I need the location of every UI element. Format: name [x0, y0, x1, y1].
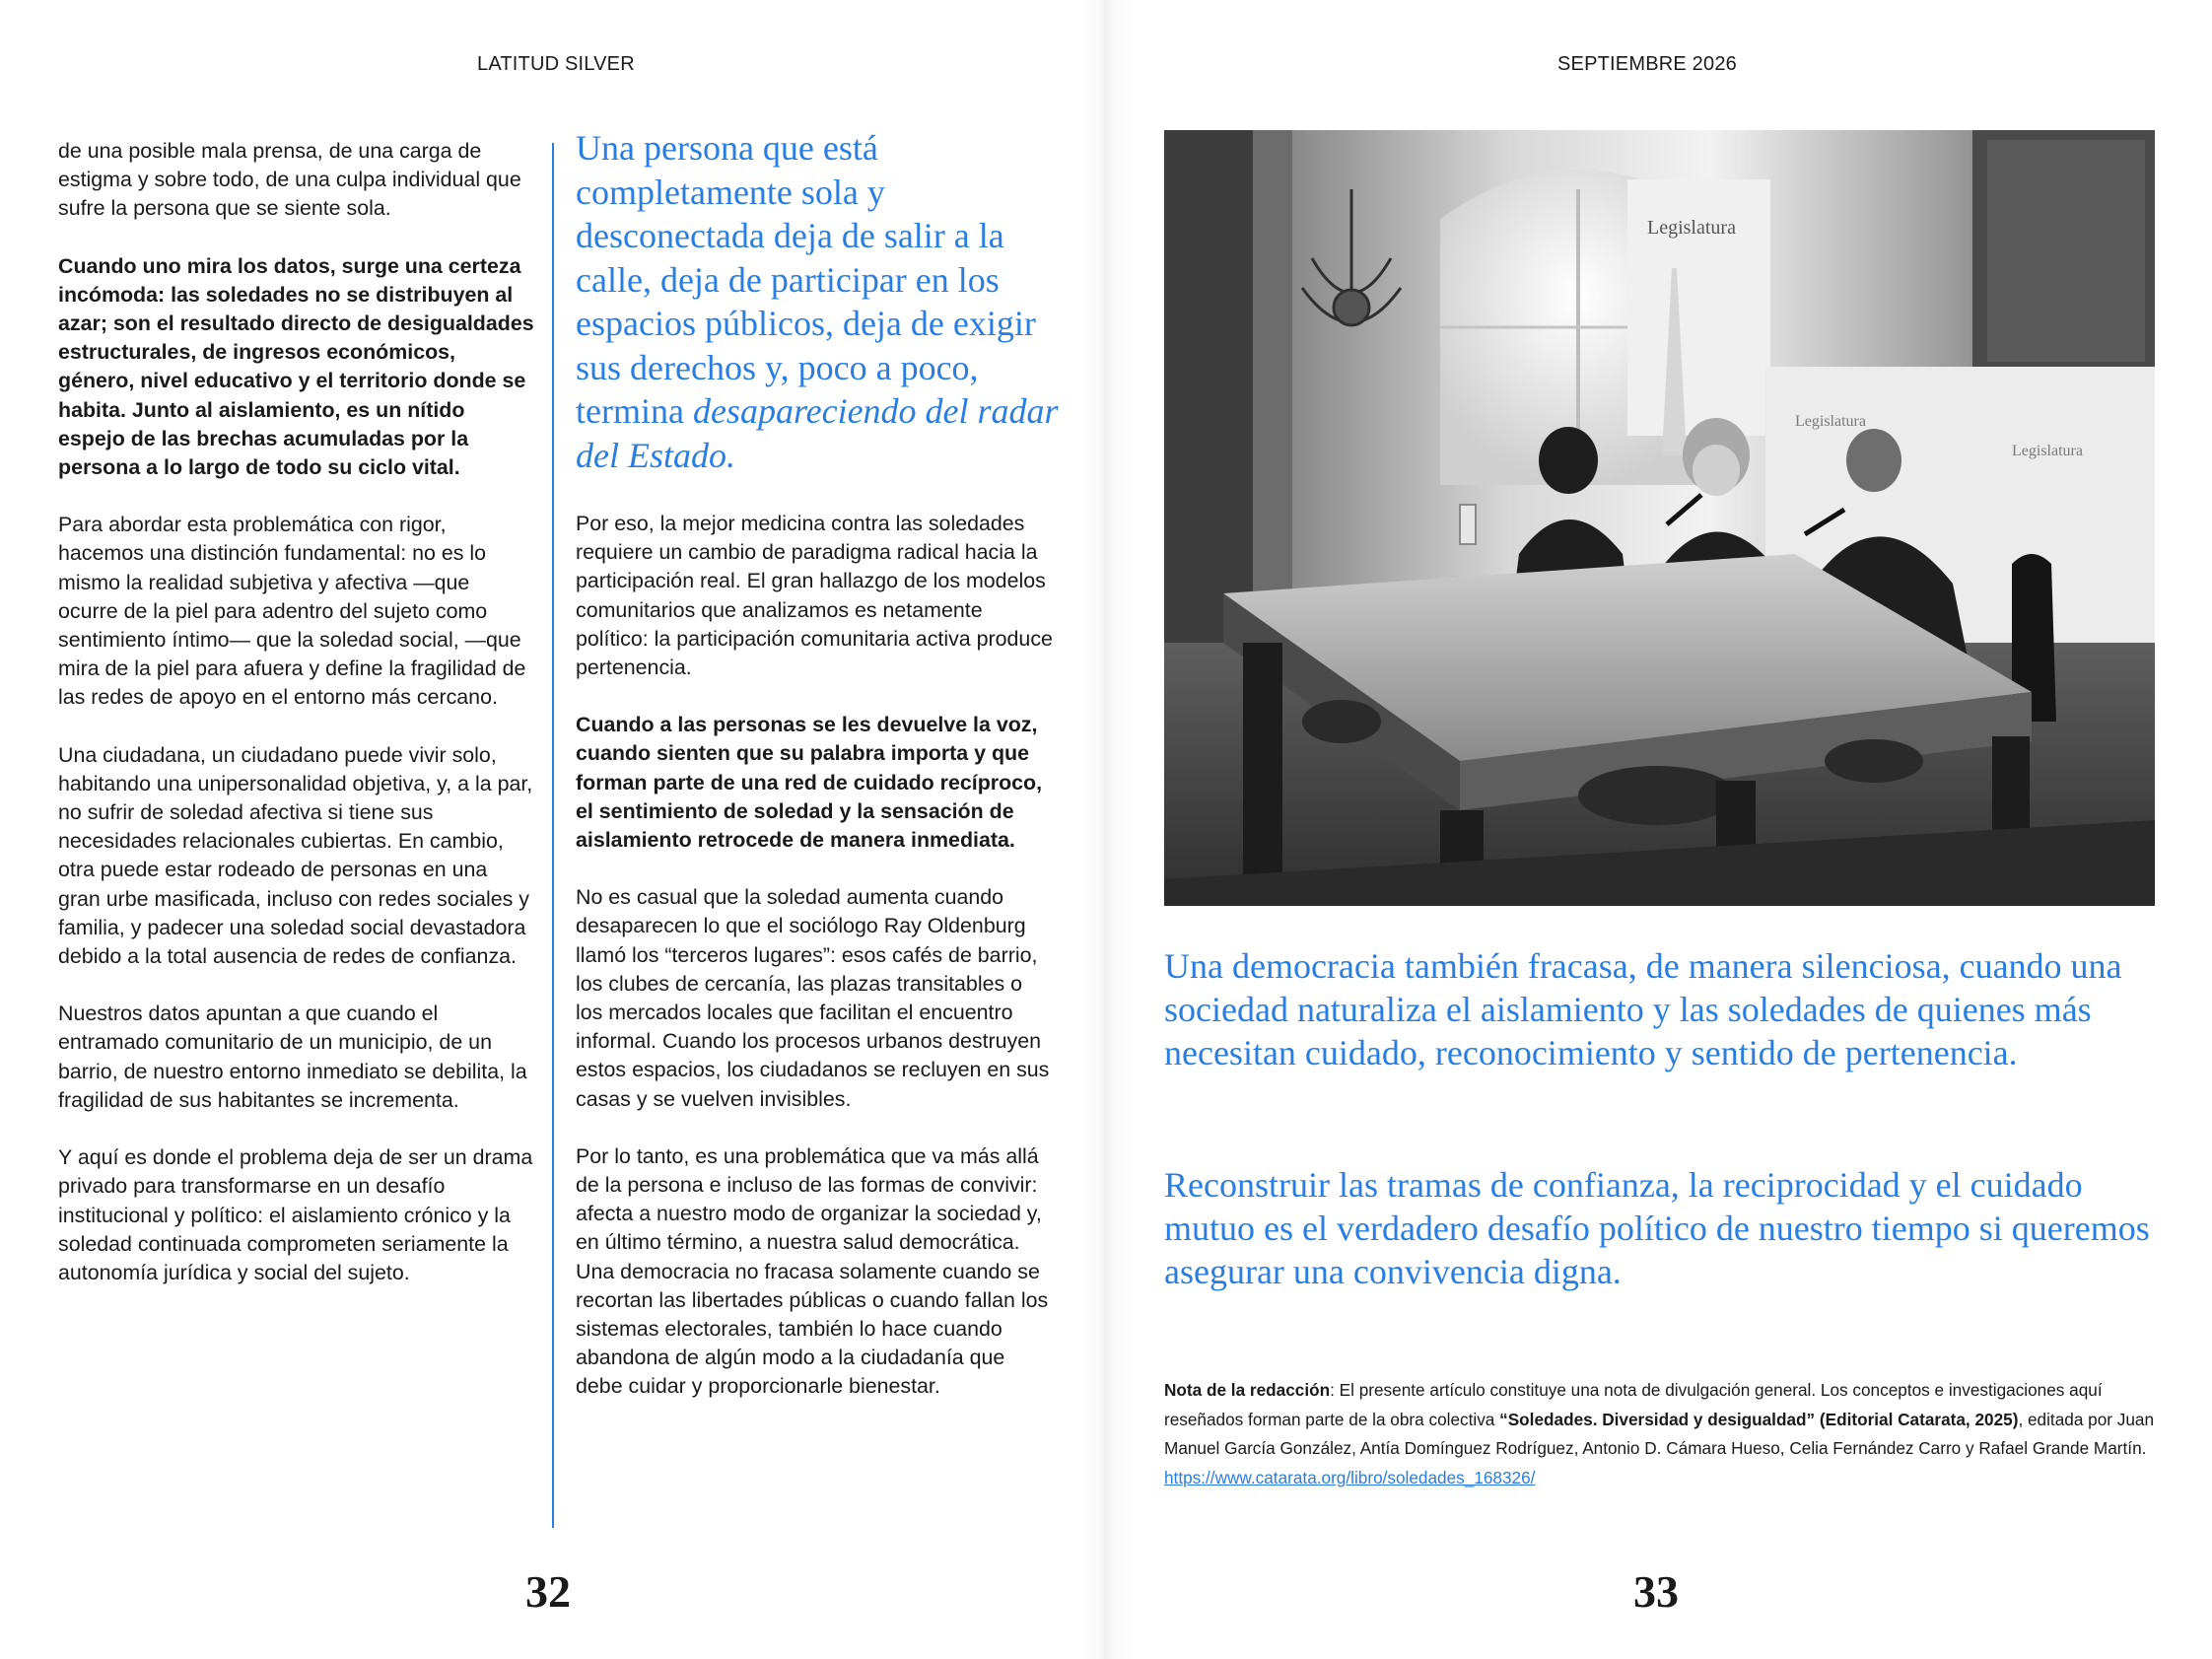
paragraph: Por eso, la mejor medicina contra las soledades requiere un cambio de paradigma radical hacia la participación real. El gran hallazgo de los modelos comunitarios que analizamos es netamente político: la participación comunitaria activa produce pertenencia.: [576, 512, 1053, 680]
pull-quote-emphasis: desapareciendo del radar del Estado.: [576, 391, 1059, 475]
column-1: [58, 137, 534, 1316]
book-title: “Soledades. Diversidad y desigualdad” (Editorial Catarata, 2025): [1499, 1409, 2019, 1429]
paragraph: Una ciudadana, un ciudadano puede vivir solo, habitando una unipersonalidad objetiva, y, a la par, no sufrir de soledad afectiva si tiene sus necesidades relacionales cubiertas. En cambio, otra puede estar rodeado de personas en una gran urbe masificada, incluso con redes sociales y familia, y padecer una soledad social devastadora debido a la total ausencia de redes de confianza.: [58, 742, 533, 969]
page-number-right: 33: [1633, 1566, 1679, 1617]
event-photo: [1164, 130, 2155, 906]
column-divider: [552, 143, 554, 1528]
svg-text:Legislatura: Legislatura: [1795, 413, 1866, 430]
closing-statement-2: Reconstruir las tramas de confianza, la reciprocidad y el cuidado mutuo es el verdadero desafío político de nuestro tiempo si queremos asegurar una convivencia digna.: [1164, 1165, 2150, 1291]
paragraph: Por lo tanto, es una problemática que va más allá de la persona e incluso de las formas de convivir: afecta a nuestro modo de organizar la sociedad y, en último término, a nuestra salud democrática. Una democracia no fracasa solamente cuando se recortan las libertades públicas o cuando fallan los sistemas electorales, también lo hace cuando abandona de algún modo a la ciudadanía que debe cuidar y proporcionarle bienestar.: [576, 1143, 1049, 1399]
page-right: [1106, 0, 2212, 1659]
pull-quote: [576, 126, 1059, 477]
paragraph: Y aquí es donde el problema deja de ser un drama privado para transformarse en un desafío institucional y político: el aislamiento crónico y la soledad continuada comprometen seriamente la autonomía jurídica y social del sujeto.: [58, 1145, 533, 1284]
paragraph-bold: Cuando a las personas se les devuelve la voz, cuando sienten que su palabra importa y que forman parte de una red de cuidado recíproco, el sentimiento de soledad y la sensación de aislamiento retrocede de manera inmediata.: [576, 713, 1043, 853]
paragraph: de una posible mala prensa, de una carga de estigma y sobre todo, de una culpa individual que sufre la persona que se siente sola.: [58, 139, 521, 221]
paragraph: No es casual que la soledad aumenta cuando desaparecen lo que el sociólogo Ray Oldenburg llamó los “terceros lugares”: esos cafés de barrio, los clubes de cercanía, las plazas transitables o los mercados locales que facilitan el encuentro informal. Cuando los procesos urbanos destruyen estos espacios, los ciudadanos se recluyen en sus casas y se vuelven invisibles.: [576, 885, 1050, 1111]
column-2: [576, 510, 1055, 1430]
running-head-right: SEPTIEMBRE 2026: [1557, 53, 1737, 75]
paragraph: Nuestros datos apuntan a que cuando el entramado comunitario de un municipio, de un barrio, de nuestro entorno inmediato se debilita, la fragilidad de sus habitantes se incrementa.: [58, 1002, 527, 1112]
editor-note-label: Nota de la redacción: [1164, 1380, 1331, 1400]
book-link[interactable]: https://www.catarata.org/libro/soledades_168326/: [1164, 1467, 1536, 1487]
pull-quote-text: Una persona que está completamente sola y desconectada deja de salir a la calle, deja de participar en los espacios públicos, deja de exigir sus derechos y, poco a poco, termina: [576, 128, 1036, 431]
editor-note-text: : El presente artículo constituye una nota de divulgación general. Los conceptos e investigaciones aquí reseñados forman parte de la obra colectiva: [1164, 1380, 2103, 1429]
editor-note: [1164, 1376, 2160, 1492]
page-number-left: 32: [525, 1566, 571, 1617]
paragraph: Para abordar esta problemática con rigor, hacemos una distinción fundamental: no es lo mismo la realidad subjetiva y afectiva —que ocurre de la piel para adentro del sujeto como sentimiento íntimo— que la soledad social, —que mira de la piel para afuera y define la fragilidad de las redes de apoyo en el entorno más cercano.: [58, 513, 526, 710]
closing-statement-1: Una democracia también fracasa, de manera silenciosa, cuando una sociedad naturaliza el aislamiento y las soledades de quienes más necesitan cuidado, reconocimiento y sentido de pertenencia.: [1164, 946, 2122, 1072]
banner-text: Legislatura: [1647, 217, 1736, 239]
paragraph-bold: Cuando uno mira los datos, surge una certeza incómoda: las soledades no se distribuyen al azar; son el resultado directo de desigualdades estructurales, de ingresos económicos, género, nivel educativo y el territorio donde se habita. Junto al aislamiento, es un nítido espejo de las brechas acumuladas por la persona a lo largo de todo su ciclo vital.: [58, 253, 534, 480]
event-photo-illustration: [1164, 130, 2155, 906]
svg-text:Legislatura: Legislatura: [2012, 443, 2083, 459]
running-head-left: LATITUD SILVER: [477, 53, 635, 75]
editor-note-editors: , editada por Juan Manuel García González, Antía Domínguez Rodríguez, Antonio D. Cámara Hueso, Celia Fernández Carro y Rafael Grande Martín.: [1164, 1409, 2155, 1459]
